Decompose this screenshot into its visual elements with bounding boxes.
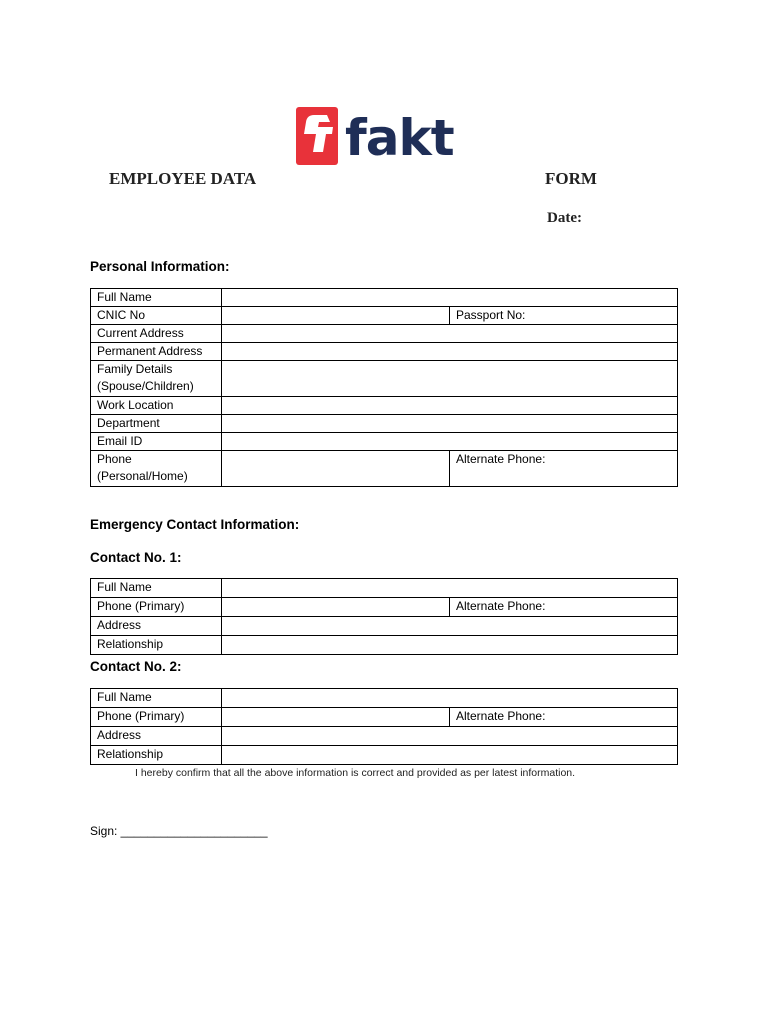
table-row [91, 451, 678, 487]
family-details-line-1: Family Details [97, 362, 173, 376]
fakt-logo [296, 103, 454, 165]
cnic-label: CNIC No [91, 307, 222, 325]
table-row [91, 289, 678, 307]
full-name-label: Full Name [91, 289, 222, 307]
contact-1-phone-field[interactable] [222, 598, 450, 617]
table-row [91, 727, 678, 746]
table-row [91, 433, 678, 451]
full-name-field[interactable] [222, 289, 678, 307]
work-location-label: Work Location [91, 397, 222, 415]
department-field[interactable] [222, 415, 678, 433]
contact-2-phone-field[interactable] [222, 708, 450, 727]
family-details-line-2: (Spouse/Children) [97, 379, 194, 393]
table-row [91, 307, 678, 325]
table-row [91, 689, 678, 708]
date-label: Date: [547, 210, 582, 226]
table-row [91, 708, 678, 727]
contact-2-relationship-field[interactable] [222, 746, 678, 765]
contact-1-address-label: Address [91, 617, 222, 636]
contact-1-full-name-label: Full Name [91, 579, 222, 598]
contact-2-relationship-label: Relationship [91, 746, 222, 765]
personal-info-table [90, 288, 678, 487]
phone-label-line-1: Phone [97, 452, 132, 466]
passport-field[interactable]: Passport No: [450, 307, 678, 325]
contact-1-full-name-field[interactable] [222, 579, 678, 598]
contact-1-relationship-label: Relationship [91, 636, 222, 655]
brand-name: fakt [345, 109, 454, 167]
table-row [91, 325, 678, 343]
table-row [91, 361, 678, 397]
table-row [91, 343, 678, 361]
contact-1-alternate-phone-field[interactable]: Alternate Phone: [450, 598, 678, 617]
contact-1-phone-label: Phone (Primary) [91, 598, 222, 617]
form-title-right: FORM [545, 169, 597, 188]
table-row [91, 598, 678, 617]
contact-2-full-name-field[interactable] [222, 689, 678, 708]
signature-line[interactable]: Sign: ______________________ [90, 824, 268, 838]
contact-2-alternate-phone-field[interactable]: Alternate Phone: [450, 708, 678, 727]
contact-1-address-field[interactable] [222, 617, 678, 636]
phone-field[interactable] [222, 451, 450, 487]
current-address-label: Current Address [91, 325, 222, 343]
contact-2-phone-label: Phone (Primary) [91, 708, 222, 727]
contact-2-table [90, 688, 678, 765]
contact-2-heading: Contact No. 2: [90, 659, 182, 674]
confirmation-statement: I hereby confirm that all the above information is correct and provided as per latest information. [135, 767, 576, 779]
form-title-left: EMPLOYEE DATA [109, 169, 257, 188]
contact-1-heading: Contact No. 1: [90, 550, 182, 565]
fakt-logo-mark-icon [296, 107, 338, 165]
contact-2-address-field[interactable] [222, 727, 678, 746]
contact-1-relationship-field[interactable] [222, 636, 678, 655]
emergency-info-heading: Emergency Contact Information: [90, 517, 300, 532]
table-row [91, 636, 678, 655]
department-label: Department [91, 415, 222, 433]
family-details-label [91, 361, 222, 397]
contact-1-table [90, 578, 678, 655]
current-address-field[interactable] [222, 325, 678, 343]
table-row [91, 415, 678, 433]
table-row [91, 746, 678, 765]
personal-info-heading: Personal Information: [90, 259, 230, 274]
contact-2-full-name-label: Full Name [91, 689, 222, 708]
table-row [91, 579, 678, 598]
email-field[interactable] [222, 433, 678, 451]
permanent-address-field[interactable] [222, 343, 678, 361]
phone-label [91, 451, 222, 487]
work-location-field[interactable] [222, 397, 678, 415]
alternate-phone-field[interactable]: Alternate Phone: [450, 451, 678, 487]
permanent-address-label: Permanent Address [91, 343, 222, 361]
table-row [91, 397, 678, 415]
email-label: Email ID [91, 433, 222, 451]
table-row [91, 617, 678, 636]
family-details-field[interactable] [222, 361, 678, 397]
cnic-field[interactable] [222, 307, 450, 325]
contact-2-address-label: Address [91, 727, 222, 746]
phone-label-line-2: (Personal/Home) [97, 469, 188, 483]
